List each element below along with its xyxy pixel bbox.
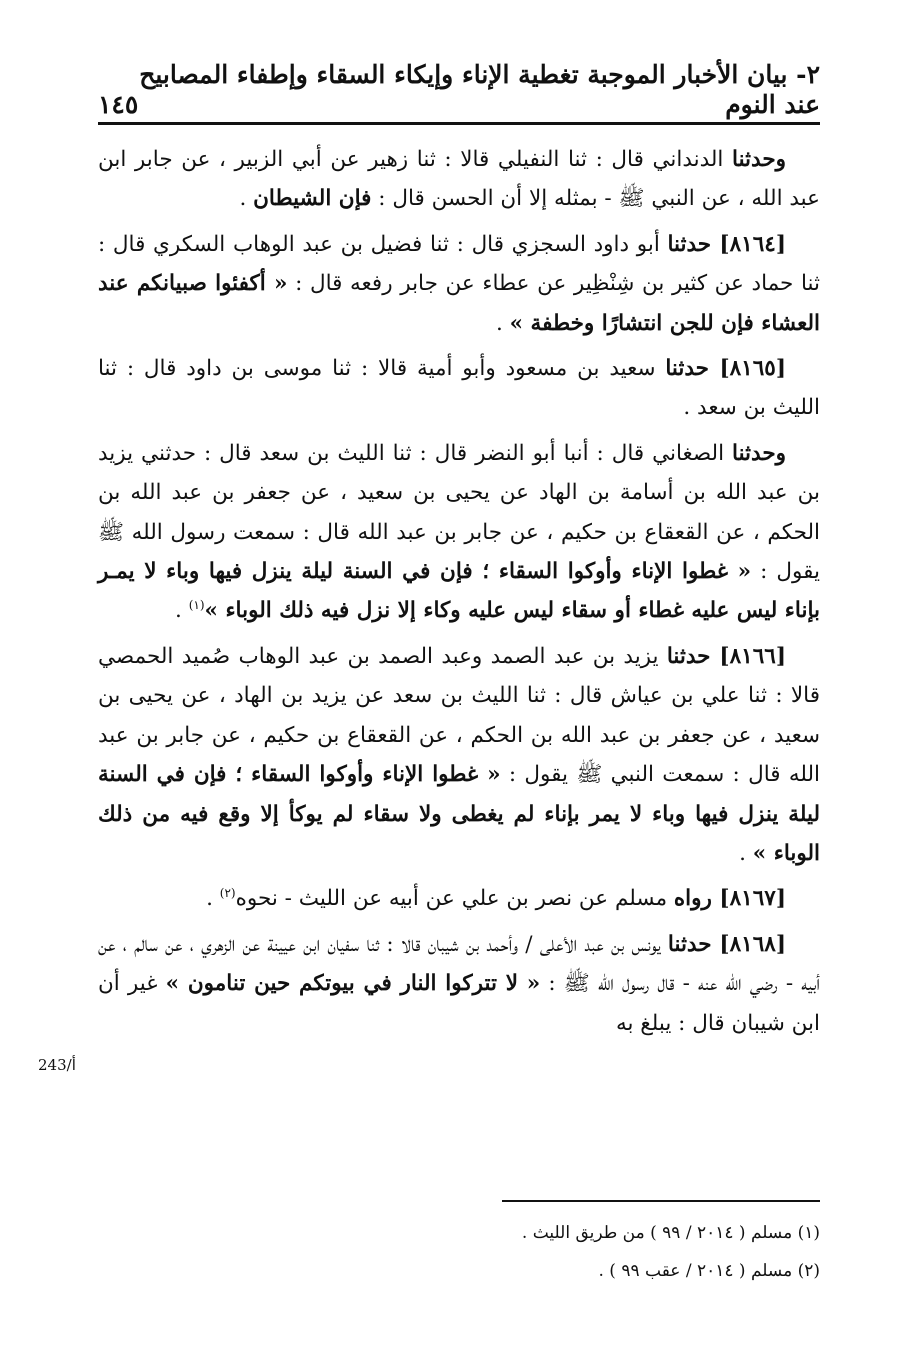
paragraph-lead: وحدثنا — [732, 440, 786, 466]
hadith-number: [٨١٦٦] — [719, 643, 786, 669]
main-text — [98, 140, 820, 1049]
paragraph-tail: . — [239, 186, 254, 212]
manuscript-folio-note: 243/أ — [38, 1056, 76, 1074]
footnote-rule — [502, 1200, 820, 1202]
footnote: (٢) مسلم ( ٢٠١٤ / عقب ٩٩ ) . — [598, 1261, 820, 1281]
page-number: ١٤٥ — [98, 90, 139, 119]
header-rule — [98, 122, 820, 125]
paragraph-text: يونس بن عبد الأعلى / وأحمد بن شيبان قالا : ثنا سفيان ابن عيينة عن الزهري ، عن سالم ، عن أبيه - رضي الله عنه - قال رسول الله ﷺ : — [98, 931, 820, 997]
paragraph-tail: غير أن ابن شيبان قال : يبلغ به — [98, 971, 820, 1036]
chapter-title: ٢- بيان الأخبار الموجبة تغطية الإناء وإيكاء السقاء وإطفاء المصابيح عند النوم — [139, 60, 820, 119]
running-header — [98, 60, 820, 120]
hadith-number: [٨١٦٨] — [719, 931, 786, 957]
paragraph-lead: رواه — [673, 886, 720, 912]
paragraph-bold-text: « غطوا الإناء وأوكوا السقاء ؛ فإن في السنة ليلة ينزل فيها وباء لا يمـر بإناء ليس عليه غطاء أو سقاء ليس عليه وكاء إلا نزل فيه ذلك الوباء » — [98, 559, 820, 624]
footnote-ref[interactable]: (١) — [188, 598, 205, 613]
paragraph-text: أبو داود السجزي قال : ثنا فضيل بن عبد الوهاب السكري قال : ثنا حماد عن كثير بن شِنْظِير عن عطاء عن جابر رفعه قال : — [98, 231, 820, 297]
paragraph-bold-text: « غطوا الإناء وأوكوا السقاء ؛ فإن في السنة ليلة ينزل فيها وباء لا يمر بإناء لم يغطى ولا سقاء لم يوكأ إلا وقع فيه من ذلك الوباء » — [98, 762, 820, 866]
hadith-number: [٨١٦٧] — [719, 886, 786, 912]
paragraph-text: الدنداني قال : ثنا النفيلي قالا : ثنا زهير عن أبي الزبير ، عن جابر ابن عبد الله ، عن النبي ﷺ - بمثله إلا أن الحسن قال : — [98, 147, 820, 212]
paragraph-bold-text: « أكفئوا صبيانكم عند العشاء فإن للجن انتشارًا وخطفة » — [98, 271, 820, 336]
paragraph-bold-text: فإن الشيطان — [253, 186, 372, 212]
paragraph — [98, 434, 820, 631]
paragraph — [98, 140, 820, 219]
paragraph-tail: . — [175, 598, 189, 624]
paragraph-lead: حدثنا — [667, 931, 720, 957]
paragraph-lead: حدثنا — [666, 643, 720, 669]
footnotes — [98, 1214, 820, 1290]
paragraph — [98, 879, 820, 918]
paragraph — [98, 637, 820, 873]
paragraph — [98, 349, 820, 428]
paragraph-lead: حدثنا — [665, 356, 720, 382]
paragraph-lead: حدثنا — [667, 231, 720, 257]
footnote-ref[interactable]: (٢) — [219, 886, 236, 901]
paragraph-bold-text: « لا تتركوا النار في بيوتكم حين تنامون » — [165, 971, 541, 997]
paragraph — [98, 225, 820, 343]
paragraph-text: الصغاني قال : أنبا أبو النضر قال : ثنا الليث بن سعد قال : حدثني يزيد بن عبد الله بن أسامة بن الهاد عن يحيى بن سعيد ، عن جعفر بن عبد الله بن الحكم ، عن القعقاع بن حكيم ، عن جابر بن عبد الله قال : سمعت رسول الله ﷺ يقول : — [98, 440, 821, 585]
paragraph-text: سعيد بن مسعود وأبو أمية قالا : ثنا موسى بن داود قال : ثنا الليث بن سعد . — [98, 356, 820, 421]
paragraph-tail: . — [495, 310, 510, 336]
paragraph-lead: وحدثنا — [732, 147, 786, 172]
paragraph-tail: . — [206, 886, 220, 912]
paragraph — [98, 925, 820, 1043]
paragraph-text: يزيد بن عبد الصمد وعبد الصمد بن عبد الوهاب صُميد الحمصي قالا : ثنا علي بن عياش قال : ثنا الليث بن سعد عن يزيد بن الهاد ، عن يحيى بن سعيد ، عن جعفر بن عبد الله بن الحكم ، عن القعقاع بن حكيم ، عن جابر بن عبد الله قال : سمعت النبي ﷺ يقول : — [98, 643, 821, 788]
paragraph-tail: . — [739, 840, 753, 866]
hadith-number: [٨١٦٤] — [719, 231, 786, 257]
paragraph-text: مسلم عن نصر بن علي عن أبيه عن الليث - نحوه — [235, 886, 674, 912]
hadith-number: [٨١٦٥] — [719, 356, 787, 382]
footnote: (١) مسلم ( ٢٠١٤ / ٩٩ ) من طريق الليث . — [521, 1223, 820, 1243]
